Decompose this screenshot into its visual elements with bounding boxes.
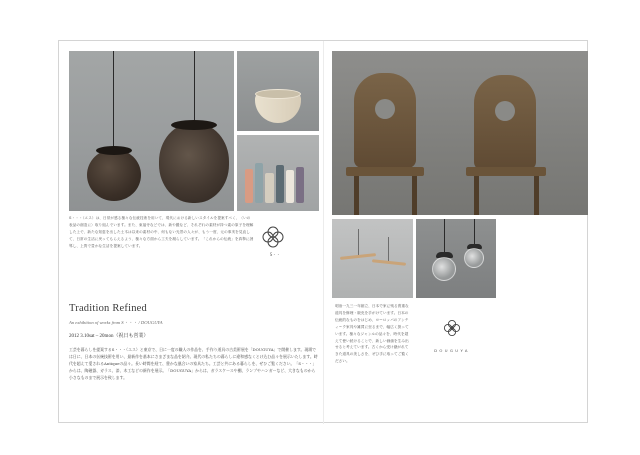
chair-back — [354, 73, 416, 168]
douguya-logo — [442, 318, 462, 338]
light-cord — [474, 219, 475, 245]
wooden-hanger — [372, 259, 406, 266]
intro-paragraph: S・・・（エス）は、日常が感る様々な伝統技術を用いて、現代における新しいスタイルを提案すべく、〈いの表品の創造に〉取り組んでいます。また、東福寺などでは、新や鍛など、それぞれの素材が持つ素の原子を理解した上で、新たな知恵を出した土木は以来の素材の中、何もない光景の人々が、もう一度、元の事実を見直して、日常の生活に戻ってもらえるよう、様々な方面から工夫を凝らしています。「これからの伝統」を真摯に誘導し、上質で豊かな生活を提案しています。 — [69, 216, 254, 248]
tube — [265, 173, 274, 203]
glass-pendant-lights-photo — [416, 219, 496, 298]
light-cord — [444, 219, 445, 253]
lamp-cord — [113, 51, 114, 148]
wooden-hanger — [340, 253, 376, 260]
tube — [276, 165, 284, 203]
chair-back — [474, 75, 536, 170]
wooden-chairs-photo — [332, 51, 588, 215]
exhibition-dates: 2012 3.10sat ‒ 20mon（祝日も営業） — [69, 334, 149, 339]
lacquer-tubes-photo — [237, 135, 319, 211]
right-page — [324, 41, 589, 424]
page-subtitle: An exhibition of works from S・・・ / DOUGUYA — [69, 320, 163, 325]
hanger-hook — [388, 237, 389, 261]
tube — [296, 167, 304, 203]
bowl-rim — [255, 89, 301, 99]
s-brand-caption: S・・ — [269, 252, 281, 257]
large-pendant-lamp — [159, 123, 229, 203]
chair-cutout — [495, 101, 515, 121]
small-pendant-lamp — [87, 149, 141, 201]
large-lamp-rim — [171, 120, 217, 130]
tube — [286, 170, 294, 203]
glass-globe — [432, 257, 456, 281]
left-page — [59, 41, 324, 424]
douguya-paragraph: 明治一九三一年創立、日本で家に残る貴重な道具を修理・販売を手がけています。日本の伝統的なものをはじめ、ヨーロッパのアンティーク家具や雑貨に至るまで、幅広く扱っています。様々なジャンルの品々を、時代を超えて使い続けることで、新しい価値を生み出せると考えています。古くから受け継がれてきた道具の美しさを、ぜひ手に取ってご覧ください。 — [335, 304, 409, 364]
wooden-hangers-photo — [332, 219, 413, 298]
chair-leg — [354, 176, 359, 215]
pendant-lamps-photo — [69, 51, 234, 211]
lamp-cord — [194, 51, 195, 121]
body-paragraph: 工芸を暮らしを提案するS・・・（エス）と東京で、日に一度の職人の作品を、手作り道具の古美術展を「DOUGUYA」で開催します。現場では日に、日本の伝統技術を用い、最新作を基本にさまざまな品を紹介。現代の私たちの暮らしに違和感なくとけ込む品々を展示いたします。時代を超えて愛されるAntiqueの品々。長い時間を経て、豊かな風合いの家具たち。工芸と共にある暮らしを、ぜひご覧ください。「S・・・」からは、陶磁器、ガラス、漆、木工などの新作を展示。「DOUGUYA」からは、ガラスケースや棚、ランプやハンガーなど、大きなものから小さなものまで展示を致します。 — [69, 347, 318, 380]
chair-seat — [346, 167, 424, 176]
chair-leg — [474, 176, 479, 215]
glass-globe — [464, 248, 484, 268]
ceramic-bowl-photo — [237, 51, 319, 131]
page-title: Tradition Refined — [69, 303, 147, 314]
tube — [255, 163, 263, 203]
s-brand-logo — [260, 224, 286, 250]
chair-cutout — [375, 99, 395, 119]
chair-leg — [534, 176, 539, 215]
small-lamp-rim — [96, 146, 132, 155]
chair-leg — [412, 176, 417, 215]
chair-seat — [466, 167, 546, 176]
brochure-spread — [58, 40, 588, 423]
tube — [245, 169, 253, 203]
hanger-hook — [358, 229, 359, 255]
douguya-caption: DOUGUYA — [434, 348, 470, 353]
